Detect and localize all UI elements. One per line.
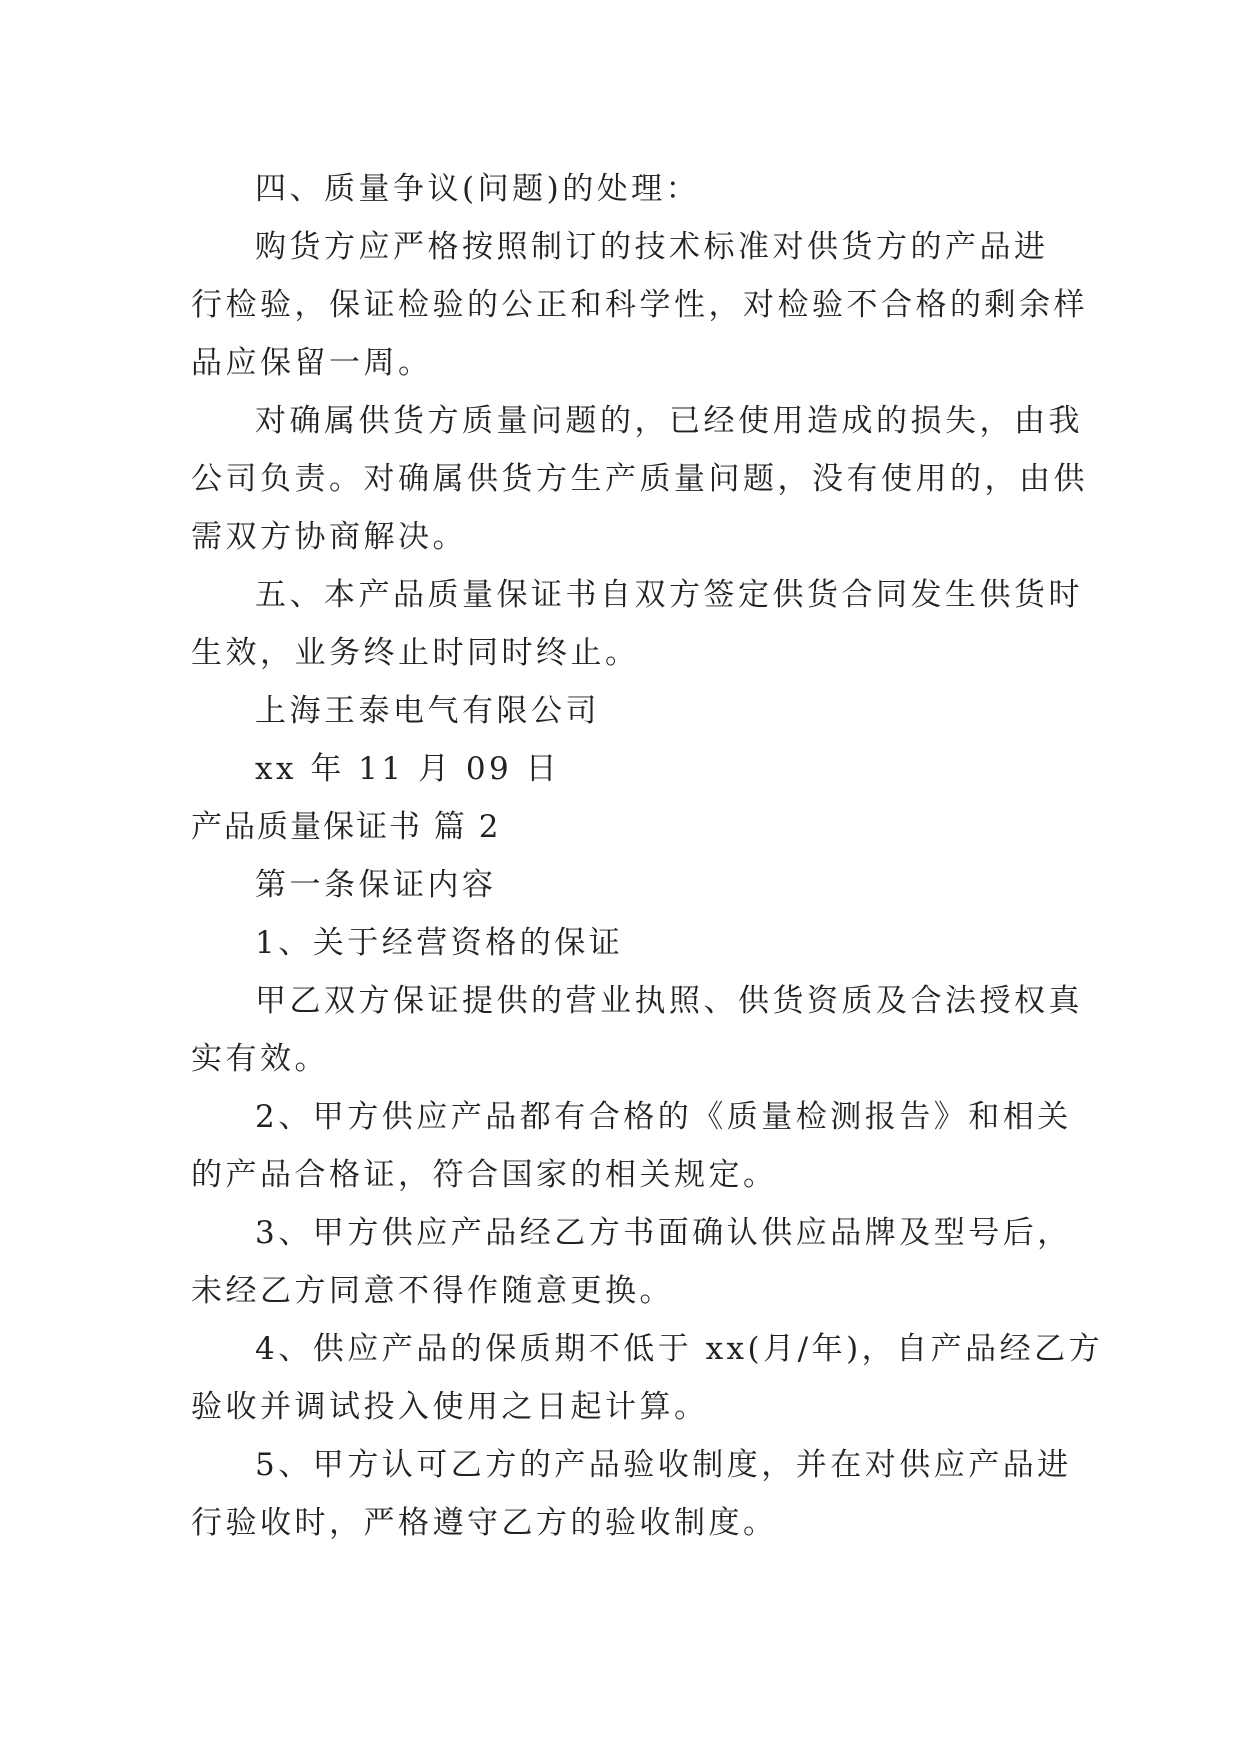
- clause-item: 2、甲方供应产品都有合格的《质量检测报告》和相关: [255, 1099, 1072, 1135]
- paragraph-line: 需双方协商解决。: [191, 519, 467, 555]
- clause-item: 4、供应产品的保质期不低于 xx(月/年)，自产品经乙方: [255, 1331, 1104, 1367]
- paragraph-line: 实有效。: [191, 1041, 329, 1077]
- paragraph-line: 购货方应严格按照制订的技术标准对供货方的产品进: [255, 229, 1049, 265]
- document-body: [191, 160, 1104, 1552]
- paragraph-line: 品应保留一周。: [191, 345, 433, 381]
- paragraph-line: 行检验，保证检验的公正和科学性，对检验不合格的剩余样: [191, 287, 1088, 323]
- signature-date: xx 年 11 月 09 日: [255, 751, 561, 787]
- paragraph-line: 甲乙双方保证提供的营业执照、供货资质及合法授权真: [255, 983, 1083, 1019]
- article-heading: 第一条保证内容: [255, 867, 497, 903]
- company-signature: 上海王泰电气有限公司: [255, 693, 600, 729]
- paragraph-line: 行验收时，严格遵守乙方的验收制度。: [191, 1505, 778, 1541]
- document-title-part-2: 产品质量保证书 篇 2: [191, 809, 501, 845]
- paragraph-line: 未经乙方同意不得作随意更换。: [191, 1273, 674, 1309]
- paragraph-line: 公司负责。对确属供货方生产质量问题，没有使用的，由供: [191, 461, 1088, 497]
- paragraph-line: 生效，业务终止时同时终止。: [191, 635, 640, 671]
- paragraph-line: 验收并调试投入使用之日起计算。: [191, 1389, 709, 1425]
- paragraph-line: 的产品合格证，符合国家的相关规定。: [191, 1157, 778, 1193]
- section-heading-four: 四、质量争议(问题)的处理：: [255, 171, 701, 207]
- clause-item: 5、甲方认可乙方的产品验收制度，并在对供应产品进: [255, 1447, 1072, 1483]
- clause-item: 3、甲方供应产品经乙方书面确认供应品牌及型号后，: [255, 1215, 1072, 1251]
- clause-heading: 1、关于经营资格的保证: [255, 925, 624, 961]
- paragraph-line: 对确属供货方质量问题的，已经使用造成的损失，由我: [255, 403, 1083, 439]
- section-heading-five: 五、本产品质量保证书自双方签定供货合同发生供货时: [255, 577, 1083, 613]
